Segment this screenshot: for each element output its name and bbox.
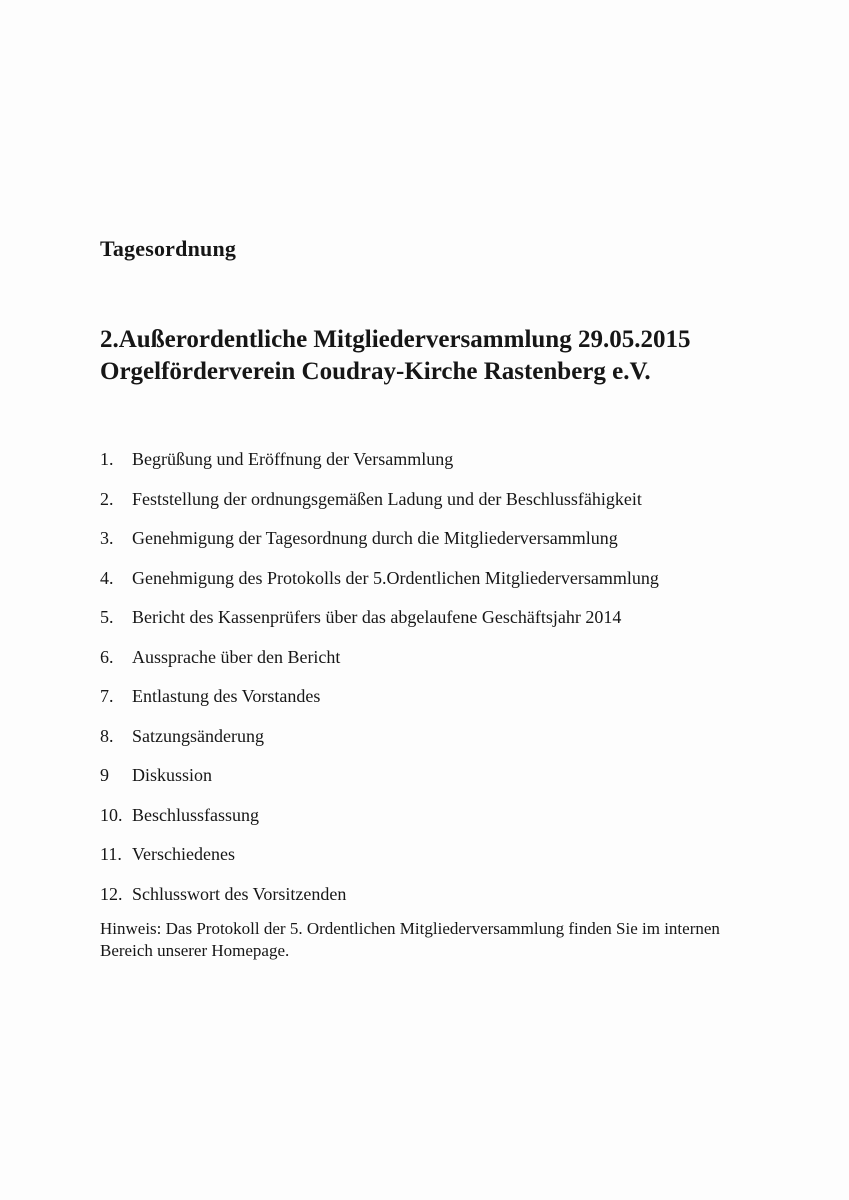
agenda-item-number: 1. (100, 449, 114, 469)
agenda-item-text: Schlusswort des Vorsitzenden (132, 883, 347, 904)
agenda-item (100, 449, 800, 471)
agenda-item-number: 3. (100, 528, 114, 548)
agenda-list (100, 449, 800, 923)
agenda-item-number: 2. (100, 488, 114, 509)
agenda-item-text: Verschiedenes (132, 844, 235, 864)
agenda-item-number: 7. (100, 686, 114, 706)
agenda-item-number: 12. (100, 883, 123, 904)
agenda-item (100, 607, 800, 629)
agenda-item (100, 528, 800, 550)
agenda-item-number: 6. (100, 646, 114, 667)
footnote-line-2: Bereich unserer Homepage. (100, 941, 290, 960)
page-title: Tagesordnung (100, 236, 237, 261)
agenda-item-text: Genehmigung des Protokolls der 5.Ordentlichen Mitgliederversammlung (132, 567, 659, 588)
agenda-item (100, 647, 800, 669)
agenda-item (100, 884, 800, 906)
agenda-item (100, 765, 800, 787)
agenda-item-number: 9 (100, 765, 109, 785)
meeting-heading-line-1: 2.Außerordentliche Mitgliederversammlung 29.05.2015 (100, 326, 691, 353)
agenda-item-text: Bericht des Kassenprüfers über das abgelaufene Geschäftsjahr 2014 (132, 607, 622, 627)
agenda-item-text: Entlastung des Vorstandes (132, 686, 321, 706)
footnote (100, 918, 780, 962)
agenda-item-text: Genehmigung der Tagesordnung durch die Mitgliederversammlung (132, 528, 618, 548)
agenda-item-text: Feststellung der ordnungsgemäßen Ladung und der Beschlussfähigkeit (132, 488, 642, 509)
agenda-item (100, 686, 800, 708)
agenda-item-text: Beschlussfassung (132, 804, 259, 825)
agenda-item (100, 805, 800, 827)
agenda-item (100, 568, 800, 590)
agenda-item-number: 5. (100, 607, 114, 627)
agenda-item-text: Aussprache über den Bericht (132, 646, 341, 667)
agenda-item-number: 4. (100, 567, 114, 588)
meeting-heading (100, 324, 800, 388)
agenda-item (100, 489, 800, 511)
agenda-item (100, 844, 800, 866)
agenda-item-text: Begrüßung und Eröffnung der Versammlung (132, 449, 454, 469)
agenda-item-number: 11. (100, 844, 122, 864)
footnote-line-1: Hinweis: Das Protokoll der 5. Ordentlichen Mitgliederversammlung finden Sie im internen (100, 919, 720, 938)
agenda-item-text: Satzungsänderung (132, 725, 264, 746)
agenda-item-number: 10. (100, 804, 123, 825)
agenda-item (100, 726, 800, 748)
agenda-item-number: 8. (100, 725, 114, 746)
meeting-heading-line-2: Orgelförderverein Coudray-Kirche Rastenberg e.V. (100, 358, 651, 385)
agenda-item-text: Diskussion (132, 765, 213, 785)
